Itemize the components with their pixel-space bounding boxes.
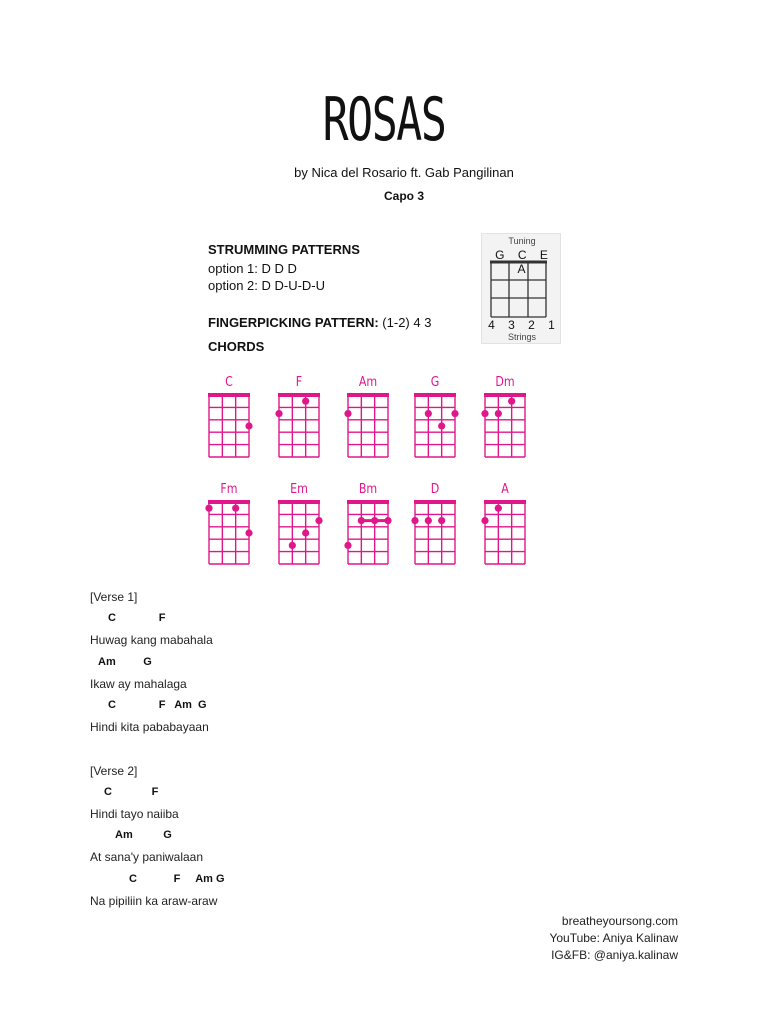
chord-nut [278,500,320,504]
chord-diagram-bm [343,497,393,573]
chord-diagram-am [343,390,393,466]
chord-name-fm: Fm [220,482,238,497]
finger-dot [438,517,445,524]
finger-dot [289,542,296,549]
chord-diagram-a [480,497,530,573]
finger-dot [384,517,391,524]
tuning-grid [482,260,562,318]
tuning-strings-footer: Strings [507,332,536,342]
chord-diagram-g [410,390,460,466]
finger-dot [245,529,252,536]
chord-name-c: C [225,375,233,390]
capo-label: Capo 3 [383,189,424,203]
strumming-heading: STRUMMING PATTERNS [208,242,360,257]
finger-dot [344,410,351,417]
finger-dot [302,398,309,405]
fingerpicking-pattern [208,315,431,330]
chord-diagram-em [274,497,324,573]
chord-name-a: A [501,482,509,497]
tuning-notes: G C E A [495,248,553,276]
footer-social: IG&FB: @aniya.kalinaw [551,948,678,962]
finger-dot [495,505,502,512]
chord-diagram-c [204,390,254,466]
chord-name-dm: Dm [495,375,515,390]
chord-line: Am G [115,829,172,841]
chord-line: C F Am G [129,873,225,885]
verse-1-label: [Verse 1] [90,590,138,604]
footer-website: breatheyoursong.com [561,914,678,928]
chord-line: C F [108,612,166,624]
tuning-diagram [481,233,561,344]
chord-nut [484,393,526,397]
chord-nut [484,500,526,504]
chord-diagram-f [274,390,324,466]
finger-dot [438,422,445,429]
finger-dot [275,410,282,417]
chord-nut [414,393,456,397]
tuning-string-numbers: 4 3 2 1 [488,318,560,332]
finger-dot [232,505,239,512]
chord-line: Am G [98,656,152,668]
strumming-option-2: option 2: D D-U-D-U [208,278,326,293]
chord-nut [208,500,250,504]
finger-dot [358,517,365,524]
finger-dot [302,529,309,536]
footer-youtube: YouTube: Aniya Kalinaw [549,931,678,945]
chord-name-em: Em [290,482,308,497]
fingerpicking-value: (1-2) 4 3 [378,315,432,330]
strumming-option-1: option 1: D D D [208,261,297,276]
lyric-line: Ikaw ay mahalaga [90,677,187,691]
chord-name-d: D [430,482,440,497]
lyric-line: At sana'y paniwalaan [90,850,204,864]
song-title: ROSAS [322,85,446,155]
finger-dot [245,422,252,429]
chord-nut [347,393,389,397]
chord-name-g: G [430,375,440,390]
tuning-title: Tuning [508,236,536,246]
chord-nut [347,500,389,504]
song-byline: by Nica del Rosario ft. Gab Pangilinan [294,165,514,180]
finger-dot [344,542,351,549]
chord-name-bm: Bm [358,482,378,497]
finger-dot [371,517,378,524]
lyric-line: Huwag kang mabahala [90,633,213,647]
fingerpicking-label: FINGERPICKING PATTERN: [208,315,379,330]
finger-dot [481,517,488,524]
finger-dot [425,410,432,417]
finger-dot [205,505,212,512]
finger-dot [411,517,418,524]
chord-diagram-fm [204,497,254,573]
finger-dot [451,410,458,417]
lyric-line: Na pipiliin ka araw-araw [90,894,218,908]
chord-line: C F [104,786,159,798]
chord-nut [278,393,320,397]
lyric-line: Hindi tayo naiiba [90,807,179,821]
lyric-line: Hindi kita pababayaan [90,720,209,734]
finger-dot [481,410,488,417]
chord-nut [414,500,456,504]
finger-dot [495,410,502,417]
chord-diagram-dm [480,390,530,466]
chord-diagram-d [410,497,460,573]
chord-line: C F Am G [108,699,207,711]
verse-2-label: [Verse 2] [90,764,138,778]
chord-name-f: F [295,375,303,390]
chord-name-am: Am [358,375,378,390]
chords-heading: CHORDS [208,339,265,354]
finger-dot [425,517,432,524]
chord-nut [208,393,250,397]
finger-dot [508,398,515,405]
finger-dot [315,517,322,524]
